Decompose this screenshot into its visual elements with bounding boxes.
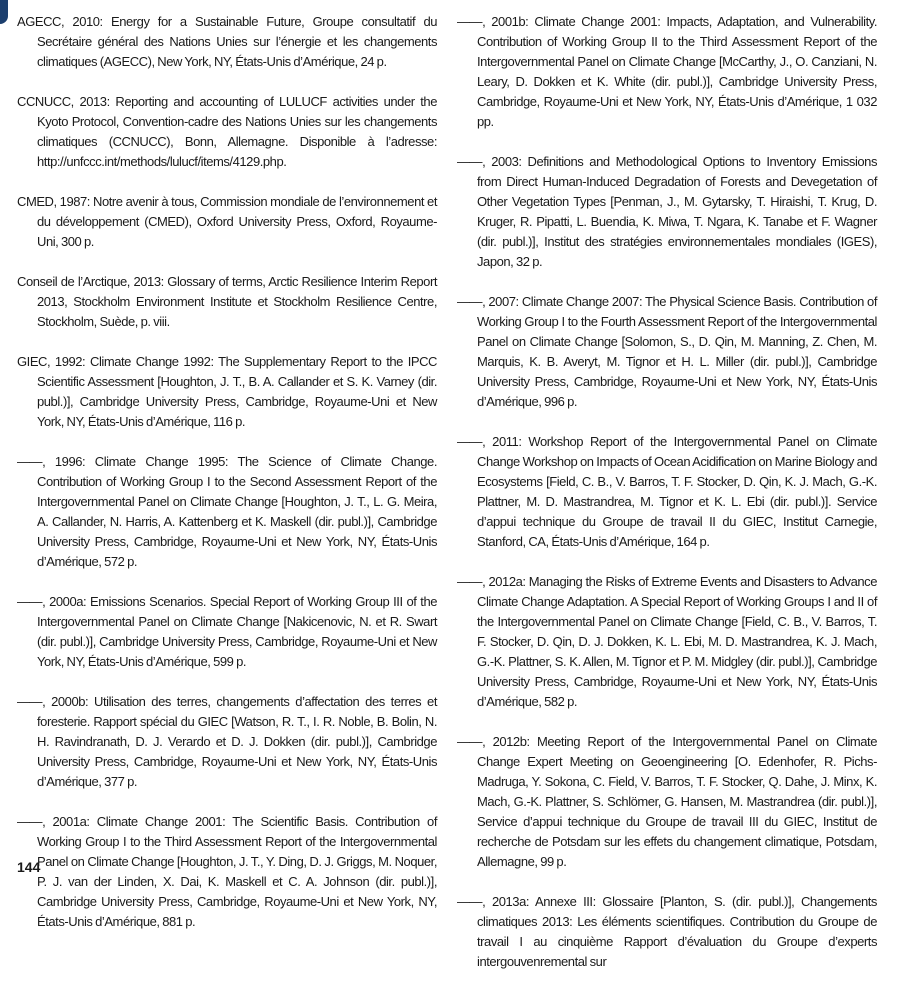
reference-entry: ——, 2001a: Climate Change 2001: The Scientific Basis. Contribution of Working Group I to the Third Assessment Report of the Intergovernmental Panel on Climate Change [Houghton, J. T., Y. Ding, D. J. Griggs, M. Noquer, P. J. van der Linden, X. Dai, K. Maskell et C. A. Johnson (dir. publ.)], Cambridge University Press, Cambridge, Royaume-Uni et New York, NY, États-Unis d’Amérique, 881 p. — [17, 814, 437, 929]
corner-tab-decoration — [0, 0, 8, 24]
references-right-column — [457, 12, 877, 992]
references-left-column — [17, 12, 437, 952]
reference-entry: ——, 2000a: Emissions Scenarios. Special Report of Working Group III of the Intergovernmental Panel on Climate Change [Nakicenovic, N. et R. Swart (dir. publ.)], Cambridge University Press, Cambridge, Royaume-Uni et New York, NY, États-Unis d’Amérique, 599 p. — [17, 594, 437, 669]
reference-entry: ——, 2000b: Utilisation des terres, changements d’affectation des terres et foresterie. Rapport spécial du GIEC [Watson, R. T., I. R. Noble, B. Bolin, N. H. Ravindranath, D. J. Verardo et D. J. Dokken (dir. publ.)], Cambridge University Press, Cambridge, Royaume-Uni et New York, NY, États-Unis d’Amérique, 377 p. — [17, 694, 437, 789]
reference-entry: ——, 2012a: Managing the Risks of Extreme Events and Disasters to Advance Climate Change Adaptation. A Special Report of Working Groups I and II of the Intergovernmental Panel on Climate Change [Field, C. B., V. Barros, T. F. Stocker, D. Qin, D. J. Dokken, K. L. Ebi, M. D. Mastrandrea, K. J. Mach, G.-K. Plattner, S. K. Allen, M. Tignor et P. M. Midgley (dir. publ.)], Cambridge University Press, Cambridge, Royaume-Uni et New York, NY, États-Unis d’Amérique, 582 p. — [457, 574, 877, 709]
reference-entry: ——, 2012b: Meeting Report of the Intergovernmental Panel on Climate Change Expert Meeting on Geoengineering [O. Edenhofer, R. Pichs-Madruga, Y. Sokona, C. Field, V. Barros, T. F. Stocker, Q. Dahe, J. Minx, K. Mach, G.-K. Plattner, S. Schlömer, G. Hansen, M. Mastrandrea (dir. publ.)], Service d’appui technique du Groupe de travail III du GIEC, Institut de recherche de Potsdam sur les effets du changement climatique, Potsdam, Allemagne, 99 p. — [457, 734, 877, 869]
reference-entry: CMED, 1987: Notre avenir à tous, Commission mondiale de l’environnement et du développement (CMED), Oxford University Press, Oxford, Royaume-Uni, 300 p. — [17, 194, 437, 249]
reference-entry: GIEC, 1992: Climate Change 1992: The Supplementary Report to the IPCC Scientific Assessment [Houghton, J. T., B. A. Callander et S. K. Varney (dir. publ.)], Cambridge University Press, Cambridge, Royaume-Uni et New York, NY, États-Unis d’Amérique, 116 p. — [17, 354, 437, 429]
reference-entry: CCNUCC, 2013: Reporting and accounting of LULUCF activities under the Kyoto Protocol, Convention-cadre des Nations Unies sur les changements climatiques (CCNUCC), Bonn, Allemagne. Disponible à l’adresse: http://unfccc.int/methods/lulucf/items/4129.php. — [17, 94, 437, 169]
reference-entry: ——, 2013a: Annexe III: Glossaire [Planton, S. (dir. publ.)], Changements climatiques 2013: Les éléments scientifiques. Contribution du Groupe de travail I au cinquième Rapport d’évaluation du Groupe d’experts intergouvenremental sur — [457, 894, 877, 969]
reference-entry: ——, 2001b: Climate Change 2001: Impacts, Adaptation, and Vulnerability. Contribution of Working Group II to the Third Assessment Report of the Intergovernmental Panel on Climate Change [McCarthy, J., O. Canziani, N. Leary, D. Dokken et K. White (dir. publ.)], Cambridge University Press, Cambridge, Royaume-Uni et New York, NY, États-Unis d’Amérique, 1 032 pp. — [457, 14, 877, 129]
reference-entry: ——, 2011: Workshop Report of the Intergovernmental Panel on Climate Change Workshop on Impacts of Ocean Acidification on Marine Biology and Ecosystems [Field, C. B., V. Barros, T. F. Stocker, D. Qin, K. J. Mach, G.-K. Plattner, M. D. Mastrandrea, M. Tignor et K. L. Ebi (dir. publ.)]. Service d’appui technique du Groupe de travail II du GIEC, Institut Carnegie, Stanford, CA, États-Unis d’Amérique, 164 p. — [457, 434, 877, 549]
reference-entry: AGECC, 2010: Energy for a Sustainable Future, Groupe consultatif du Secrétaire général des Nations Unies sur l’énergie et les changements climatiques (AGECC), New York, NY, États-Unis d’Amérique, 24 p. — [17, 14, 437, 69]
reference-entry: ——, 2007: Climate Change 2007: The Physical Science Basis. Contribution of Working Group I to the Fourth Assessment Report of the Intergovernmental Panel on Climate Change [Solomon, S., D. Qin, M. Manning, Z. Chen, M. Marquis, K. B. Averyt, M. Tignor et H. L. Miller (dir. publ.)], Cambridge University Press, Cambridge, Royaume-Uni et New York, NY, États-Unis d’Amérique, 996 p. — [457, 294, 877, 409]
page-number: 144 — [17, 859, 41, 875]
reference-entry: ——, 1996: Climate Change 1995: The Science of Climate Change. Contribution of Working Group I to the Second Assessment Report of the Intergovernmental Panel on Climate Change [Houghton, J. T., L. G. Meira, A. Callander, N. Harris, A. Kattenberg et K. Maskell (dir. publ.)], Cambridge University Press, Cambridge, Royaume-Uni et New York, NY, États-Unis d’Amérique, 572 p. — [17, 454, 437, 569]
reference-entry: ——, 2003: Definitions and Methodological Options to Inventory Emissions from Direct Human-Induced Degradation of Forests and Devegetation of Other Vegetation Types [Penman, J., M. Gytarsky, T. Hiraishi, T. Krug, D. Kruger, R. Pipatti, L. Buendia, K. Miwa, T. Ngara, K. Tanabe et F. Wagner (dir. publ.)], Institut des stratégies environnementales mondiales (IGES), Japon, 32 p. — [457, 154, 877, 269]
reference-entry: Conseil de l’Arctique, 2013: Glossary of terms, Arctic Resilience Interim Report 2013, Stockholm Environment Institute et Stockholm Resilience Centre, Stockholm, Suède, p. viii. — [17, 274, 437, 329]
